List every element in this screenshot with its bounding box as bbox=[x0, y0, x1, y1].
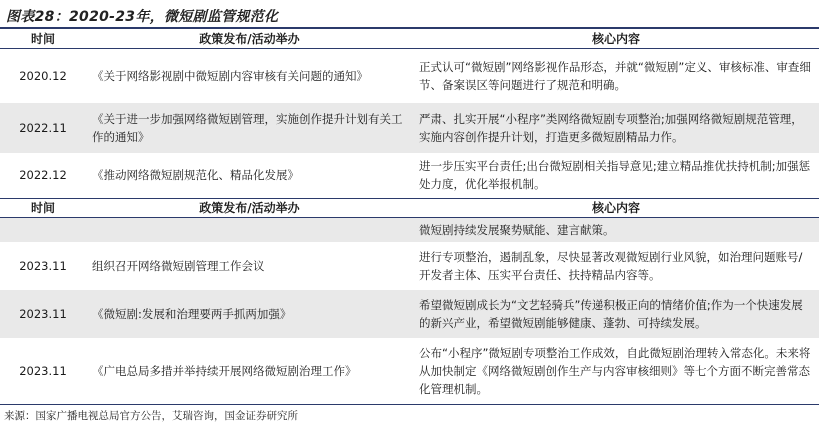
row-year: 2022.12 bbox=[19, 168, 67, 183]
row-content: 正式认可“微短剧”网络影视作品形态，并就“微短剧”定义、审核标准、审查细节、备案误区等问题进行了规范和明确。 bbox=[419, 59, 811, 92]
row-content: 进行专项整治，遏制乱象，尽快显著改观微短剧行业风貌，如治理问题账号/开发者主体、压实平台责任、扶持精品内容等。 bbox=[419, 250, 803, 282]
row-content: 微短剧持续发展聚势赋能、建言献策。 bbox=[413, 218, 819, 243]
figure-title: 图表28：2020-23年，微短剧监管规范化 bbox=[6, 9, 279, 25]
row-policy: 《关于网络影视剧中微短剧内容审核有关问题的通知》 bbox=[92, 68, 368, 83]
header-time: 时间 bbox=[0, 199, 86, 218]
source-note: 来源：国家广播电视总局官方公告，艾瑞咨询，国金证券研究所 bbox=[4, 410, 298, 422]
row-content: 公布“小程序”微短剧专项整治工作成效，自此微短剧治理转入常态化。未来将从加快制定《网络微短剧创作生产与内容审核细则》等七个方面不断完善常态化管理机制。 bbox=[413, 338, 819, 404]
row-year: 2023.11 bbox=[0, 338, 86, 404]
table-body-second bbox=[0, 218, 819, 405]
table-row bbox=[0, 338, 819, 404]
table-row bbox=[0, 49, 819, 103]
row-policy: 《广电总局多措并举持续开展网络微短剧治理工作》 bbox=[86, 338, 413, 404]
row-policy: 《关于进一步加强网络微短剧管理，实施创作提升计划有关工作的通知》 bbox=[86, 103, 413, 153]
row-content: 进一步压实平台责任;出台微短剧相关指导意见;建立精品推优扶持机制;加强惩处力度，优化举报机制。 bbox=[419, 159, 811, 192]
table-header-first bbox=[0, 30, 819, 49]
header-content: 核心内容 bbox=[413, 199, 819, 218]
table-row bbox=[0, 103, 819, 153]
title-divider bbox=[0, 27, 819, 29]
row-year: 2022.11 bbox=[0, 103, 86, 153]
row-policy: 《微短剧:发展和治理要两手抓两加强》 bbox=[86, 290, 413, 338]
row-year bbox=[0, 218, 86, 243]
table-row bbox=[0, 242, 819, 290]
table-row bbox=[0, 218, 819, 243]
table-header-second bbox=[0, 199, 819, 218]
row-policy bbox=[86, 218, 413, 243]
table-row bbox=[0, 153, 819, 199]
row-year: 2020.12 bbox=[19, 68, 67, 83]
table-body-first bbox=[0, 49, 819, 199]
row-year: 2023.11 bbox=[19, 259, 67, 273]
row-content: 希望微短剧成长为“文艺轻骑兵”传递积极正向的情绪价值;作为一个快速发展的新兴产业，希望微短剧能够健康、蓬勃、可持续发展。 bbox=[413, 290, 819, 338]
row-year: 2023.11 bbox=[0, 290, 86, 338]
header-time: 时间 bbox=[0, 30, 86, 49]
header-policy: 政策发布/活动举办 bbox=[86, 30, 413, 49]
row-content: 严肃、扎实开展“小程序”类网络微短剧专项整治;加强网络微短剧规范管理，实施内容创作提升计划，打造更多微短剧精品力作。 bbox=[413, 103, 819, 153]
table-row bbox=[0, 290, 819, 338]
policy-table bbox=[0, 30, 819, 405]
row-policy: 组织召开网络微短剧管理工作会议 bbox=[92, 259, 265, 273]
row-policy: 《推动网络微短剧规范化、精品化发展》 bbox=[92, 168, 299, 183]
header-content: 核心内容 bbox=[413, 30, 819, 49]
header-policy: 政策发布/活动举办 bbox=[86, 199, 413, 218]
